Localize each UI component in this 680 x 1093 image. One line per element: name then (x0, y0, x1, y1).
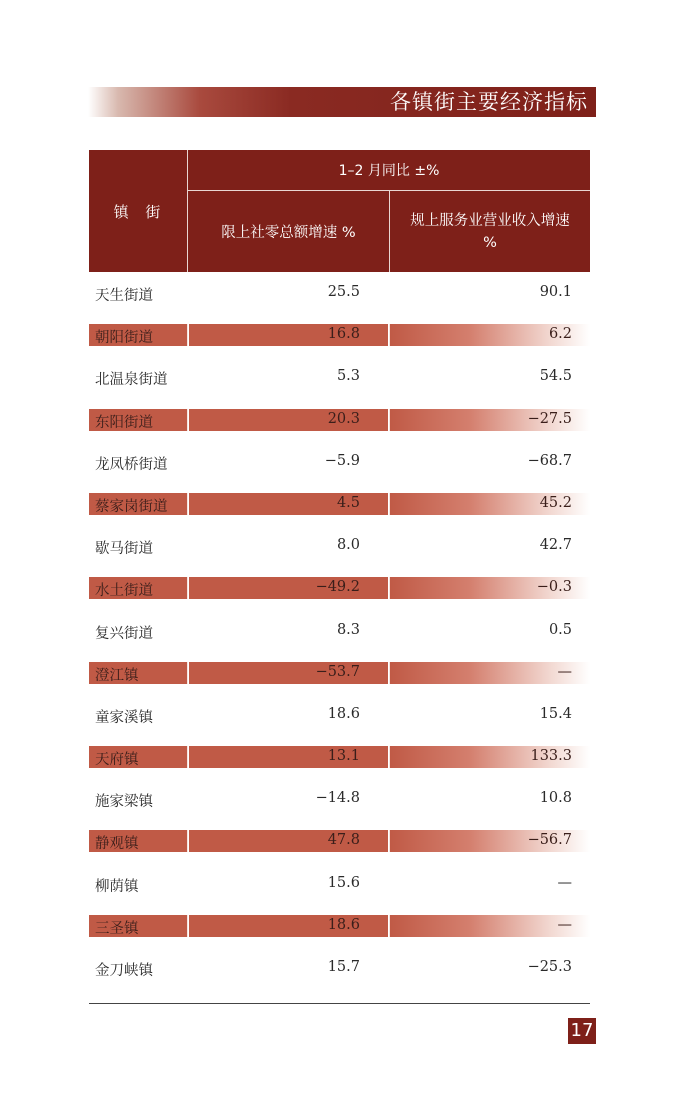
retail-growth-value: 5.3 (336, 368, 360, 385)
table-row (89, 525, 590, 567)
retail-growth-value: 15.6 (327, 874, 360, 891)
table-row (89, 483, 590, 525)
row-divider (389, 324, 390, 346)
row-divider (187, 324, 188, 346)
retail-growth-value: 4.5 (336, 494, 360, 511)
town-name: 朝阳街道 (95, 330, 153, 347)
town-name: 柳荫镇 (95, 878, 139, 895)
table-row (89, 820, 590, 862)
retail-growth-value: 8.0 (336, 537, 360, 554)
town-name: 童家溪镇 (95, 709, 153, 726)
retail-growth-value: −49.2 (315, 579, 360, 596)
retail-growth-value: 20.3 (327, 410, 360, 427)
retail-growth-value: −53.7 (315, 663, 360, 680)
row-divider (187, 662, 188, 684)
retail-growth-value: 15.7 (327, 959, 360, 975)
retail-growth-value: 8.3 (336, 621, 360, 638)
table-body (89, 272, 590, 989)
title-bar (88, 87, 596, 117)
row-divider (389, 577, 390, 599)
table-row (89, 441, 590, 483)
town-name: 东阳街道 (95, 414, 153, 431)
table-row (89, 356, 590, 398)
table-row (89, 863, 590, 905)
row-divider (389, 662, 390, 684)
town-name: 北温泉街道 (95, 372, 168, 389)
row-divider (187, 493, 188, 515)
service-revenue-growth-value: — (557, 663, 572, 680)
retail-growth-value: −5.9 (324, 452, 360, 469)
header-town: 镇 街 (113, 202, 167, 221)
service-revenue-growth-value: −68.7 (527, 452, 572, 469)
row-divider (389, 493, 390, 515)
service-revenue-growth-value: 45.2 (539, 494, 572, 511)
header-period: 1–2 月同比 ±% (338, 163, 440, 179)
town-name: 三圣镇 (95, 920, 139, 937)
service-revenue-growth-value: 133.3 (530, 748, 572, 765)
town-name: 施家梁镇 (95, 794, 153, 811)
table-row (89, 314, 590, 356)
row-divider (187, 746, 188, 768)
service-revenue-growth-value: −56.7 (527, 832, 572, 849)
service-revenue-growth-value: −25.3 (527, 959, 572, 975)
retail-growth-value: −14.8 (315, 790, 360, 807)
table-row (89, 736, 590, 778)
service-revenue-growth-value: 42.7 (539, 537, 572, 554)
town-name: 金刀峡镇 (95, 963, 153, 979)
service-revenue-growth-value: −0.3 (536, 579, 572, 596)
service-revenue-growth-value: −27.5 (527, 410, 572, 427)
retail-growth-value: 13.1 (327, 748, 360, 765)
row-divider (187, 830, 188, 852)
table-bottom-rule (89, 1003, 590, 1004)
town-name: 澄江镇 (95, 667, 139, 684)
row-divider (389, 746, 390, 768)
town-name: 水土街道 (95, 583, 153, 600)
town-name: 蔡家岗街道 (95, 498, 168, 515)
town-name: 歇马街道 (95, 541, 153, 558)
table-row (89, 567, 590, 609)
service-revenue-growth-value: 54.5 (539, 368, 572, 385)
row-divider (187, 915, 188, 937)
table-row (89, 399, 590, 441)
service-revenue-growth-value: — (557, 916, 572, 933)
table-row (89, 694, 590, 736)
table-row (89, 652, 590, 694)
row-divider (187, 409, 188, 431)
header-service-revenue-growth: 规上服务业营业收入增速 % (410, 212, 570, 251)
table-header (89, 150, 590, 272)
table-row (89, 272, 590, 314)
retail-growth-value: 18.6 (327, 916, 360, 933)
table-row (89, 905, 590, 947)
row-divider (389, 830, 390, 852)
service-revenue-growth-value: 10.8 (539, 790, 572, 807)
service-revenue-growth-value: 6.2 (548, 326, 572, 343)
retail-growth-value: 18.6 (327, 705, 360, 722)
town-name: 龙凤桥街道 (95, 456, 168, 473)
town-name: 复兴街道 (95, 625, 153, 642)
town-name: 静观镇 (95, 836, 139, 853)
row-divider (389, 915, 390, 937)
row-divider (187, 577, 188, 599)
page-number: 17 (568, 1018, 596, 1044)
page-title: 各镇街主要经济指标 (390, 90, 588, 114)
row-divider (389, 409, 390, 431)
retail-growth-value: 47.8 (327, 832, 360, 849)
table-row (89, 947, 590, 989)
town-name: 天生街道 (95, 288, 153, 304)
service-revenue-growth-value: — (557, 874, 572, 891)
table-row (89, 778, 590, 820)
retail-growth-value: 16.8 (327, 326, 360, 343)
header-retail-growth: 限上社零总额增速 % (221, 225, 356, 241)
service-revenue-growth-value: 0.5 (548, 621, 572, 638)
service-revenue-growth-value: 15.4 (539, 705, 572, 722)
table-row (89, 610, 590, 652)
service-revenue-growth-value: 90.1 (539, 284, 572, 300)
town-name: 天府镇 (95, 752, 139, 769)
retail-growth-value: 25.5 (327, 284, 360, 300)
